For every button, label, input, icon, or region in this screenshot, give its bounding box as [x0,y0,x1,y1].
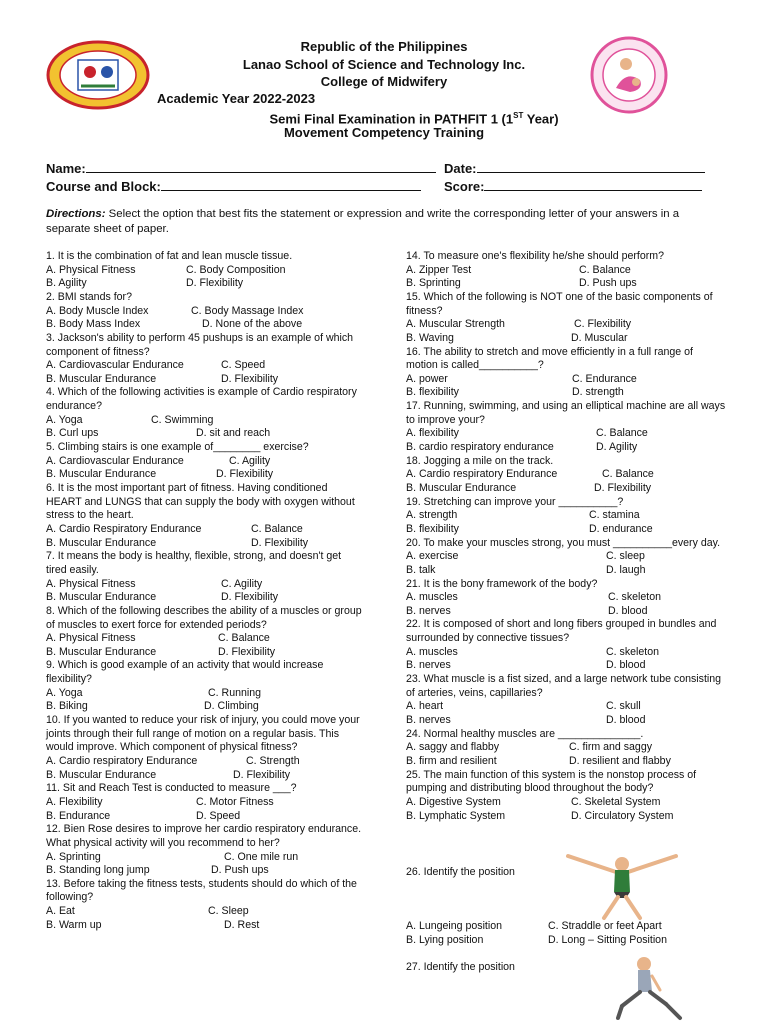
question-text: 5. Climbing stairs is one example of________ exercise? [46,441,309,454]
option-b[interactable]: B. Muscular Endurance [46,536,157,549]
option-row [406,591,726,605]
option-a[interactable]: A. flexibility [406,427,459,440]
question-item [406,400,726,455]
question-text: 3. Jackson's ability to perform 45 pushups is an example of which component of fitness? [46,331,354,358]
option-a[interactable]: A. Cardio respiratory Endurance [406,468,558,481]
option-row [406,659,726,673]
option-c[interactable]: C. Balance [251,522,303,535]
option-d[interactable]: D. Flexibility [221,591,279,604]
option-b[interactable]: B. flexibility [406,386,459,399]
option-row [46,687,364,701]
option-b[interactable]: B. Biking [46,700,88,713]
option-row [406,550,726,564]
option-row [406,714,726,728]
option-row [46,359,364,373]
option-row [406,264,726,278]
option-b[interactable]: B. Lymphatic System [406,809,506,822]
option-row [406,605,726,619]
option-d[interactable]: D. Flexibility [221,372,279,385]
option-b[interactable]: B. Warm up [46,918,102,931]
option-d[interactable]: D. Flexibility [251,536,309,549]
option-b[interactable]: B. nerves [406,659,451,672]
option-row [46,277,364,291]
question-text: 8. Which of the following describes the ability of a muscles or group of muscles to exert force for extended periods? [46,604,362,631]
option-d[interactable]: D. Circulatory System [571,809,674,822]
option-row [46,905,364,919]
option-c[interactable]: C. Body Massage Index [191,304,304,317]
option-a[interactable]: A. Yoga [46,686,83,699]
question-text: 20. To make your muscles strong, you must __________every day. [406,536,721,549]
question-text: 14. To measure one's flexibility he/she should perform? [406,250,664,262]
option-d[interactable]: D. Long – Sitting Position [548,933,667,946]
option-row [406,441,726,455]
question-item [406,291,726,346]
question-item [406,769,726,824]
option-row [46,468,364,482]
option-d[interactable]: D. None of the above [202,318,303,331]
score-label: Score: [444,179,485,194]
option-d[interactable]: D. endurance [589,522,653,535]
question-item [46,714,364,782]
option-a[interactable]: A. exercise [406,550,459,563]
option-c[interactable]: C. Running [208,686,261,699]
option-row [406,468,726,482]
question-item [46,386,364,441]
option-d[interactable]: D. Push ups [579,277,637,290]
option-d[interactable]: D. Flexibility [594,482,652,495]
option-row [46,769,364,783]
question-text: 2. BMI stands for? [46,290,132,303]
question-item [46,550,364,605]
option-b[interactable]: B. Endurance [46,809,111,822]
option-a[interactable]: A. strength [406,509,458,522]
option-row [406,920,736,934]
option-c[interactable]: C. Skeletal System [571,795,661,808]
option-b[interactable]: B. Waving [406,331,454,344]
option-c[interactable]: C. Speed [221,359,266,372]
option-c[interactable]: C. Swimming [151,413,214,426]
header-exam-title: Semi Final Examination in PATHFIT 1 (1ST Year) [269,111,559,127]
name-label: Name: [46,161,86,176]
header-course-title: Movement Competency Training [283,125,485,140]
option-c[interactable]: C. Balance [602,468,654,481]
option-a[interactable]: A. Muscular Strength [406,318,505,331]
option-a[interactable]: A. power [406,372,448,385]
option-row [46,427,364,441]
option-d[interactable]: D. Flexibility [218,645,276,658]
header-country: Republic of the Philippines [300,39,468,54]
date-blank[interactable] [477,160,705,173]
option-d[interactable]: D. resilient and flabby [569,754,671,767]
option-b[interactable]: B. firm and resilient [406,754,497,767]
option-c[interactable]: C. Balance [579,263,631,276]
option-row [406,700,726,714]
option-row [406,509,726,523]
option-d[interactable]: D. blood [608,604,648,617]
question-text: 4. Which of the following activities is example of Cardio respiratory endurance? [46,386,357,413]
option-row [406,810,726,824]
option-a[interactable]: A. Cardio Respiratory Endurance [46,522,202,535]
option-row [46,632,364,646]
option-a[interactable]: A. Cardio respiratory Endurance [46,755,198,767]
option-b[interactable]: B. Muscular Endurance [406,482,517,495]
question-item [46,441,364,482]
option-a[interactable]: A. Physical Fitness [46,632,136,645]
option-row [406,373,726,387]
option-row [46,414,364,428]
option-a[interactable]: A. heart [406,700,444,713]
option-b[interactable]: B. Body Mass Index [46,318,141,331]
date-label: Date: [444,161,477,176]
option-c[interactable]: C. skull [606,700,641,713]
question-text: 27. Identify the position [406,961,515,973]
option-c[interactable]: C. skeleton [608,591,661,604]
option-d[interactable]: D. sit and reach [196,427,271,440]
question-item [46,823,364,878]
question-item [406,728,726,769]
option-d[interactable]: D. Muscular [571,331,628,344]
name-blank[interactable] [86,160,436,173]
header-academic-year: Academic Year 2022-2023 [157,91,316,106]
directions [46,207,722,236]
option-b[interactable]: B. Agility [46,277,87,290]
option-row [406,564,726,578]
option-a[interactable]: A. Eat [46,905,75,918]
option-a[interactable]: A. saggy and flabby [406,741,500,754]
option-a[interactable]: A. Physical Fitness [46,263,136,276]
option-d[interactable]: D. Rest [224,918,260,931]
option-d[interactable]: D. Push ups [211,864,269,877]
option-row [406,755,726,769]
lunge-position-figure [608,954,688,1022]
option-a[interactable]: A. Sprinting [46,850,101,863]
question-item [406,673,726,728]
option-row [406,934,736,948]
questions-left-column [46,250,364,932]
option-b[interactable]: B. cardio respiratory endurance [406,441,554,454]
straddle-position-figure [560,852,685,922]
option-b[interactable]: B. nerves [406,604,451,617]
question-text: 26. Identify the position [406,866,515,878]
score-blank[interactable] [484,178,702,191]
option-b[interactable]: B. Muscular Endurance [46,591,157,604]
option-a[interactable]: A. Lungeing position [406,920,503,932]
option-c[interactable]: C. One mile run [224,850,299,863]
question-item [46,659,364,714]
directions-text: Select the option that best fits the statement or expression and write the corresponding letter of your answers in a separate sheet of paper. [46,208,680,235]
option-row [406,523,726,537]
question-item [46,878,364,933]
option-row [406,427,726,441]
course-block-label: Course and Block: [46,179,161,194]
option-c[interactable]: C. Body Composition [186,263,286,276]
option-row [406,796,726,810]
option-c[interactable]: C. skeleton [606,645,659,658]
option-row [46,264,364,278]
option-b[interactable]: B. Muscular Endurance [46,468,157,481]
option-d[interactable]: D. laugh [606,563,646,576]
question-item [406,618,726,673]
option-b[interactable]: B. Standing long jump [46,864,150,877]
option-b[interactable]: B. flexibility [406,522,459,535]
option-a[interactable]: A. Body Muscle Index [46,304,149,317]
option-row [46,755,364,769]
question-text: 23. What muscle is a fist sized, and a large network tube consisting of arteries, veins, capillaries? [406,673,722,699]
option-row [46,810,364,824]
question-item [46,782,364,823]
option-c[interactable]: C. Balance [218,632,270,645]
option-d[interactable]: D. Agility [596,441,638,454]
question-text: 6. It is the most important part of fitness. Having conditioned HEART and LUNGS that can supply the body with oxygen without stress to the heart. [46,482,355,522]
option-b[interactable]: B. Sprinting [406,277,461,290]
question-text: 1. It is the combination of fat and lean muscle tissue. [46,250,293,262]
option-c[interactable]: C. Straddle or feet Apart [548,920,662,932]
question-item [406,250,726,291]
question-text: 13. Before taking the fitness tests, students should do which of the following? [46,877,357,904]
option-d[interactable]: D. strength [572,386,624,399]
option-b[interactable]: B. talk [406,563,436,576]
option-row [46,864,364,878]
question-item [46,291,364,332]
question-item [406,346,726,401]
option-a[interactable]: A. Zipper Test [406,263,472,276]
score-field[interactable] [444,178,702,196]
option-d[interactable]: D. blood [606,714,646,727]
option-d[interactable]: D. Flexibility [233,768,291,781]
question-text: 12. Bien Rose desires to improve her cardio respiratory endurance. What physical activity will you recommend to her? [46,823,362,849]
option-d[interactable]: D. blood [606,659,646,672]
option-b[interactable]: B. Muscular Endurance [46,372,157,385]
question-text: 7. It means the body is healthy, flexible, strong, and doesn't get tired easily. [46,550,342,576]
option-row [406,646,726,660]
option-row [406,277,726,291]
option-c[interactable]: C. Balance [596,427,648,440]
question-text: 25. The main function of this system is the nonstop process of pumping and distributing blood throughout the body? [406,768,697,795]
course-block-field[interactable] [46,178,421,196]
option-d[interactable]: D. Flexibility [186,277,244,290]
option-a[interactable]: A. Cardiovascular Endurance [46,454,184,467]
question-text: 21. It is the bony framework of the body? [406,577,598,590]
option-row [46,318,364,332]
question-item [46,605,364,660]
option-row [46,700,364,714]
option-a[interactable]: A. Physical Fitness [46,577,136,590]
option-b[interactable]: B. Muscular Endurance [46,645,157,658]
option-c[interactable]: C. Motor Fitness [196,795,274,808]
option-row [46,919,364,933]
question-text: 15. Which of the following is NOT one of the basic components of fitness? [406,290,713,317]
option-row [406,386,726,400]
option-b[interactable]: B. Curl ups [46,427,99,440]
option-a[interactable]: A. muscles [406,645,458,658]
option-c[interactable]: C. Endurance [572,372,637,385]
question-text: 19. Stretching can improve your __________? [406,495,624,508]
option-c[interactable]: C. stamina [589,509,640,522]
question-item [406,578,726,619]
question-item [406,537,726,578]
question-item [46,250,364,291]
option-a[interactable]: A. Cardiovascular Endurance [46,359,184,372]
question-item [406,455,726,496]
option-b[interactable]: B. Lying position [406,933,484,946]
option-row [406,332,726,346]
option-row [46,305,364,319]
option-a[interactable]: A. muscles [406,591,458,604]
question-text: 11. Sit and Reach Test is conducted to measure ___? [46,782,297,795]
question-item [46,482,364,550]
option-c[interactable]: C. Flexibility [574,318,632,331]
course-block-blank[interactable] [161,178,421,191]
option-row [46,373,364,387]
header-school: Lanao School of Science and Technology Inc. [242,57,526,72]
option-row [46,537,364,551]
option-row [406,482,726,496]
option-c[interactable]: C. Agility [229,454,271,467]
option-c[interactable]: C. sleep [606,550,645,563]
question-item [46,332,364,387]
date-field[interactable] [444,160,705,178]
question-text: 16. The ability to stretch and move efficiently in a full range of motion is called__________? [406,345,693,372]
option-row [46,523,364,537]
option-a[interactable]: A. Digestive System [406,795,501,808]
option-b[interactable]: B. Muscular Endurance [46,768,157,781]
option-row [46,796,364,810]
question-text: 10. If you wanted to reduce your risk of injury, you could move your joints through their full range of motion on a regular basis. This would improve. Which component of physical fitness? [46,714,360,754]
option-d[interactable]: D. Climbing [204,700,259,713]
question-text: 9. Which is good example of an activity that would increase flexibility? [46,659,324,686]
option-c[interactable]: C. Sleep [208,905,249,918]
question-text: 17. Running, swimming, and using an elliptical machine are all ways to improve your? [406,400,726,426]
option-row [46,455,364,469]
option-b[interactable]: B. nerves [406,714,451,727]
question-text: 24. Normal healthy muscles are ______________. [406,727,644,740]
option-d[interactable]: D. Flexibility [216,468,274,481]
option-row [46,578,364,592]
option-c[interactable]: C. Agility [221,577,263,590]
option-d[interactable]: D. Speed [196,809,241,822]
directions-label: Directions: [46,208,106,220]
option-row [46,646,364,660]
option-row [46,851,364,865]
question-text: 22. It is composed of short and long fibers grouped in bundles and surrounded by connective tissues? [406,618,717,645]
question-26-options [406,920,736,947]
question-item [406,496,726,537]
option-a[interactable]: A. Flexibility [46,795,103,808]
question-text: 18. Jogging a mile on the track. [406,454,554,467]
option-row [406,318,726,332]
name-field[interactable] [46,160,436,178]
option-row [46,591,364,605]
option-c[interactable]: C. firm and saggy [569,741,653,754]
questions-right-column [406,250,726,823]
option-row [406,741,726,755]
option-a[interactable]: A. Yoga [46,413,83,426]
option-c[interactable]: C. Strength [246,755,300,767]
header-college: College of Midwifery [320,74,448,89]
